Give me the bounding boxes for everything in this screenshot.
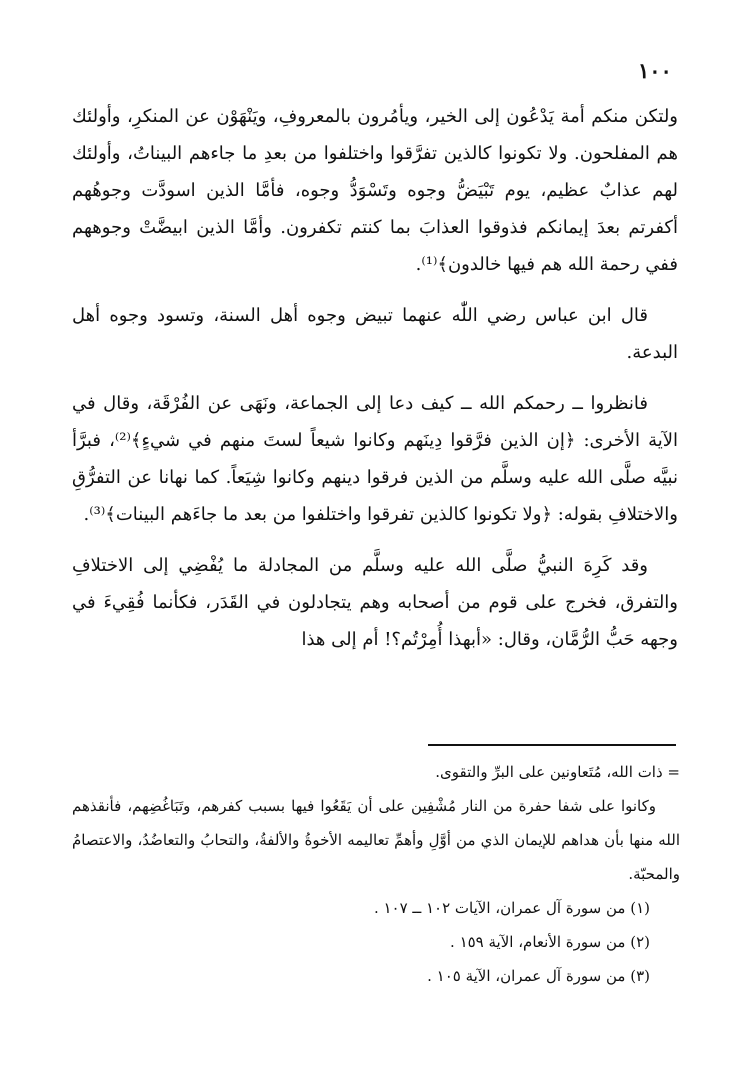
footnotes-section [72, 755, 680, 993]
footnote-2: (٢) من سورة الأنعام، الآية ١٥٩ . [450, 933, 650, 951]
footnote-1: (١) من سورة آل عمران، الآيات ١٠٢ ــ ١٠٧ . [373, 899, 650, 917]
footnote-continuation: = ذات الله، مُتَعاونين على البرِّ والتقوى. [435, 763, 680, 781]
paragraph-jidal: وقد كَرِهَ النبيُّ صلَّى الله عليه وسلَّم من المجادلة ما يُفْضِي إلى الاختلافِ والتفرق، فخرج على قوم من أصحابه وهم يتجادلون في القَدَر، فكأنما فُقِيءَ في وجهه حَبُّ الرُّمَّان، وقال: «أبهذا أُمِرْتُم؟! أم إلى هذا [72, 555, 678, 650]
footnote-commentary: وكانوا على شفا حفرة من النار مُشْفِين على أن يَقَعُوا فيها بسبب كفرهم، وتَبَاغُضِهم، فأنقذهم الله منها بأن هداهم للإيمان الذي من أوَّلِ وأهمِّ تعاليمه الأخوةُ والألفةُ، والتحابُ والتعاضُدُ، والاعتصامُ والمحبّة. [72, 797, 680, 883]
footnote-3: (٣) من سورة آل عمران، الآية ١٠٥ . [427, 967, 650, 985]
paragraph-jamaa: فانظروا ــ رحمكم الله ــ كيف دعا إلى الجماعة، ونَهَى عن الفُرْقَة، وقال في الآية الأخرى: ﴿إن الذين فرَّقوا دِينَهم وكانوا شيعاً لستَ منهم في شيءٍ﴾⁽²⁾، فبرَّأ نبيَّه صلَّى الله عليه وسلَّم من الذين فرقوا دينهم وكانوا شِيَعاً. كما نهانا عن التفرُّقِ والاختلافِ بقوله: ﴿ولا تكونوا كالذين تفرقوا واختلفوا من بعد ما جاءَهم البينات﴾⁽³⁾. [72, 393, 678, 525]
paragraph-ibn-abbas: قال ابن عباس رضي اللّٰه عنهما تبيض وجوه أهل السنة، وتسود وجوه أهل البدعة. [72, 305, 678, 363]
page-number: ١٠٠ [638, 58, 672, 83]
footnote-separator [428, 744, 676, 746]
paragraph-quran-verse: ولتكن منكم أمة يَدْعُون إلى الخير، ويأمُرون بالمعروفِ، ويَنْهَوْن عن المنكرِ، وأولئك هم المفلحون. ولا تكونوا كالذين تفرَّقوا واختلفوا من بعدِ ما جاءهم البيناتُ، وأولئك لهم عذابٌ عظيم، يوم تَبْيَضُّ وجوه وتَسْوَدُّ وجوه، فأمَّا الذين اسودَّت وجوهُهم أكفرتم بعدَ إيمانكم فذوقوا العذابَ بما كنتم تكفرون. وأمَّا الذين ابيضَّتْ وجوههم ففي رحمة الله هم فيها خالدون﴾⁽¹⁾. [72, 106, 679, 275]
main-text [72, 98, 678, 672]
